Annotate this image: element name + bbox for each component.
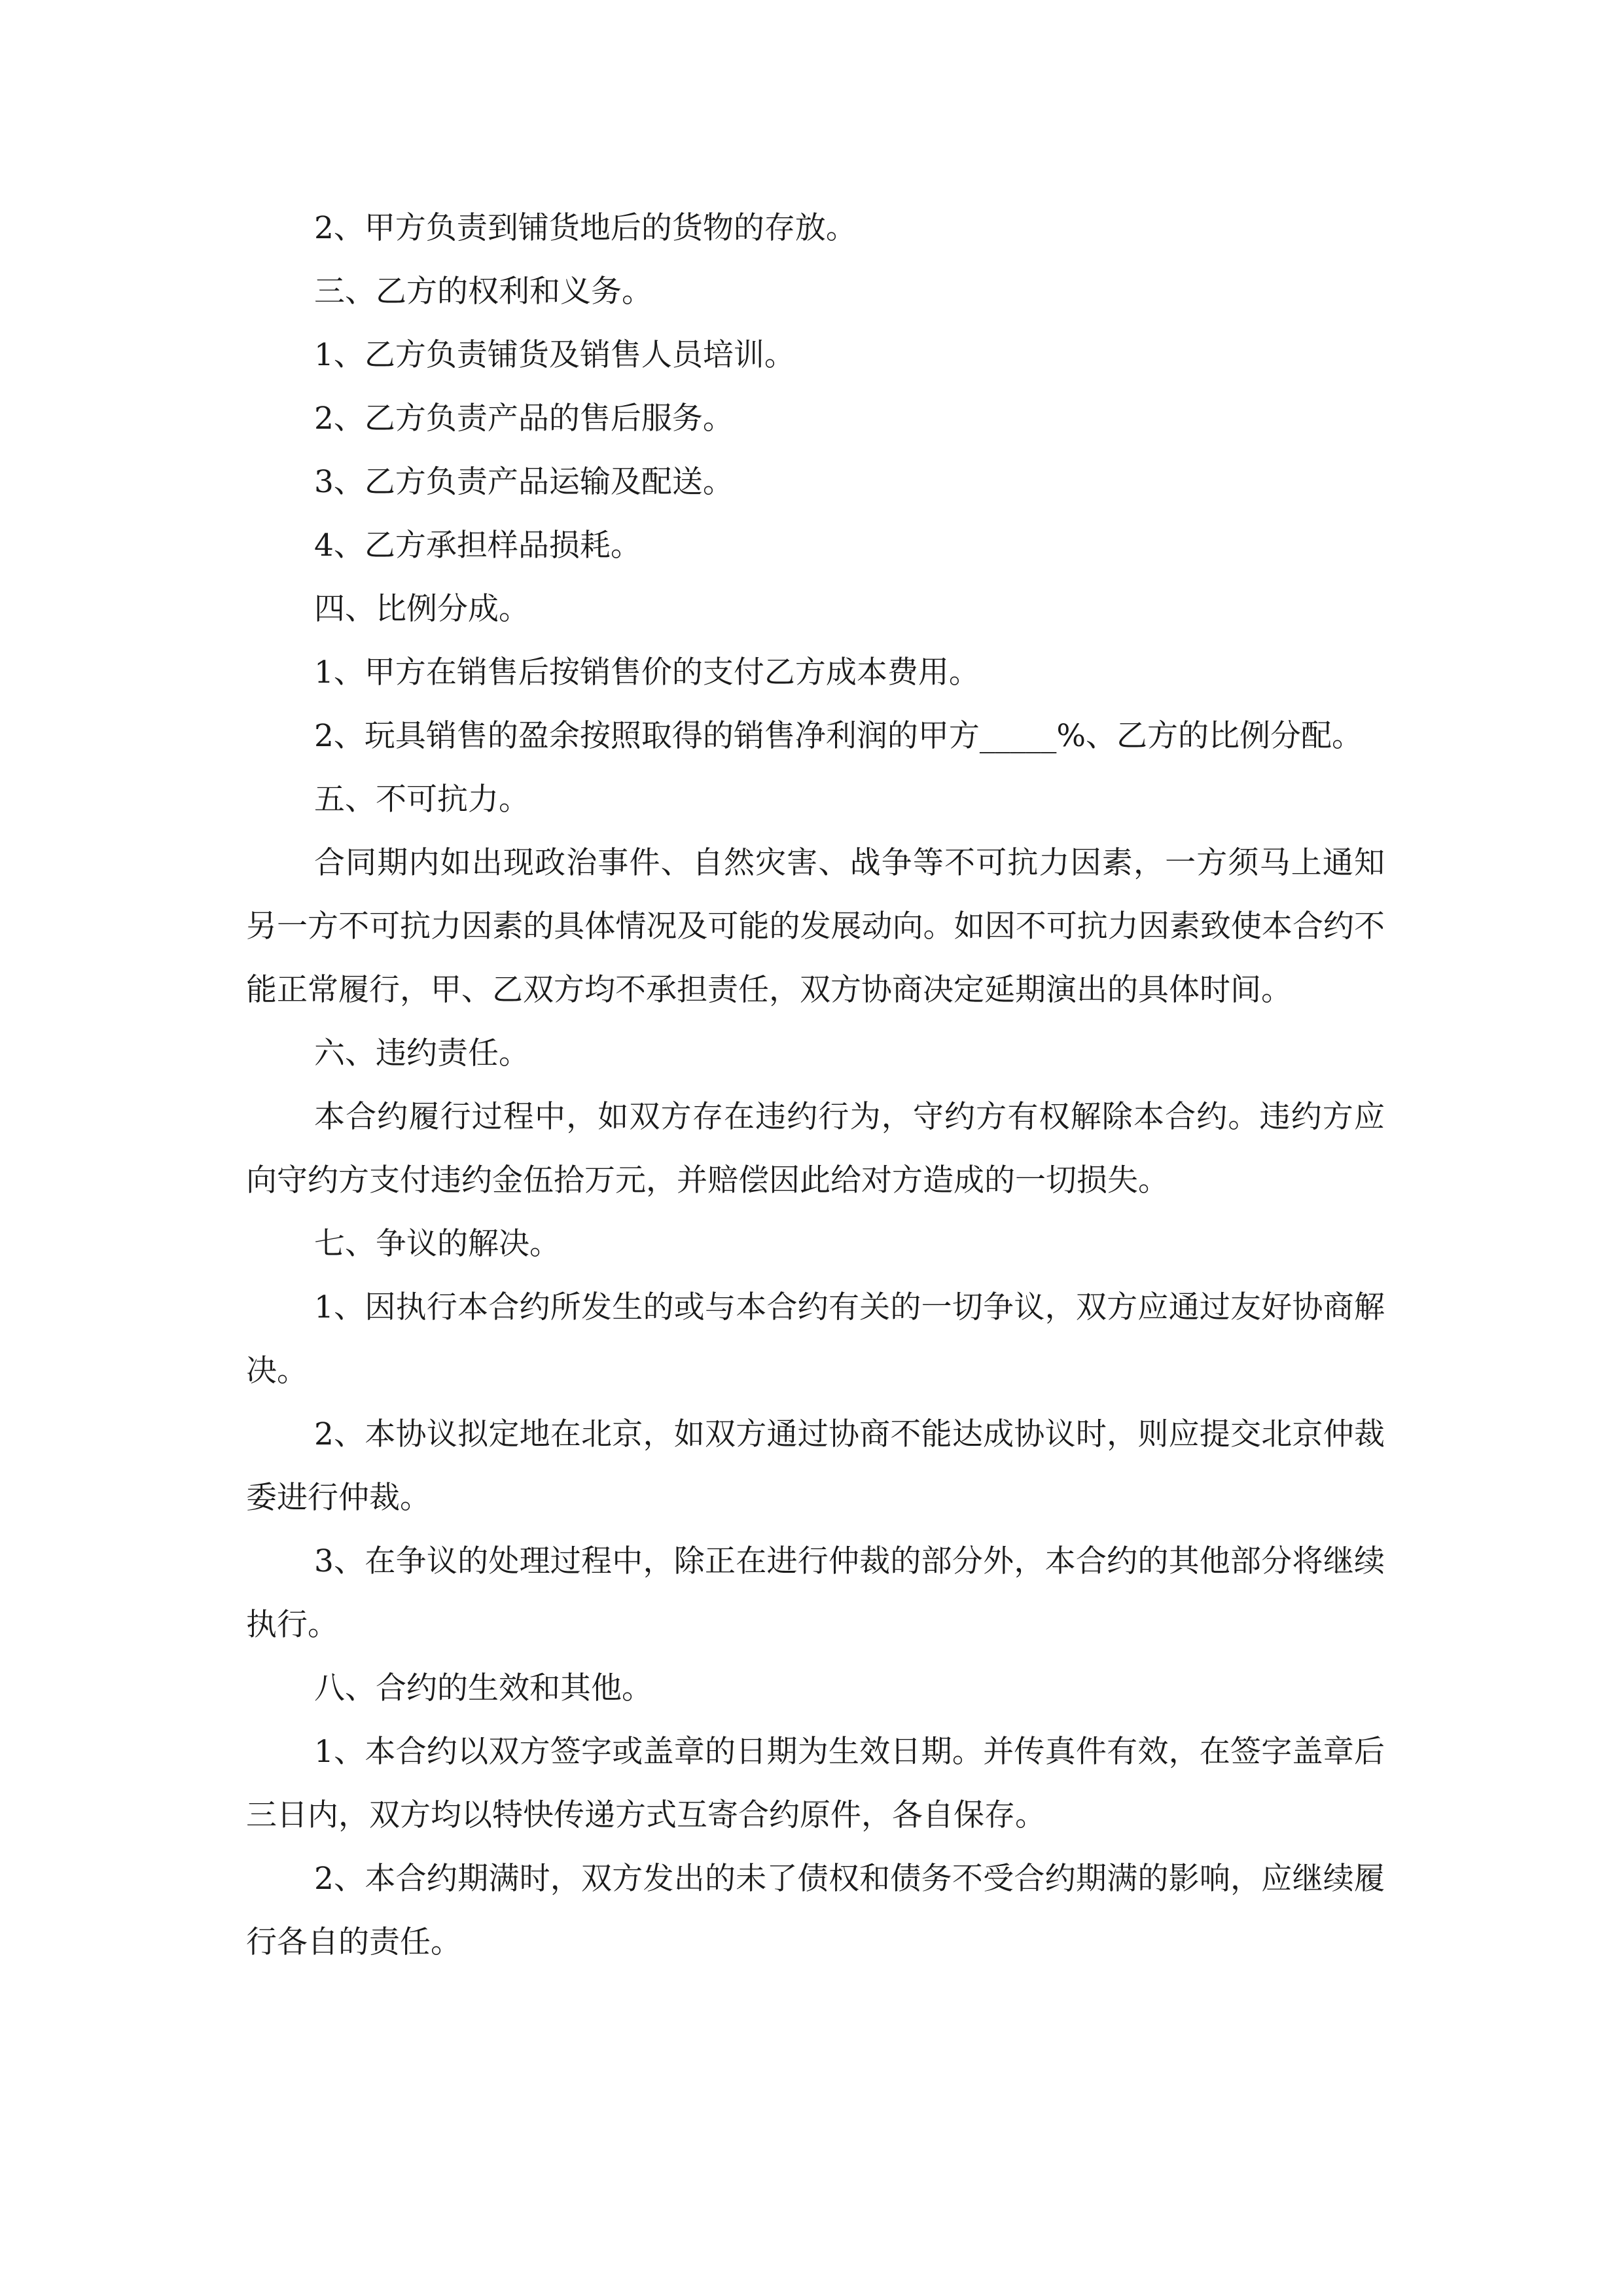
paragraph: 2、乙方负责产品的售后服务。: [314, 401, 734, 437]
paragraph: 2、玩具销售的盈余按照取得的销售净利润的甲方_____%、乙方的比例分配。: [314, 718, 1363, 754]
paragraph: 2、甲方负责到铺货地后的货物的存放。: [314, 210, 857, 246]
paragraph: 2、本合约期满时，双方发出的未了债权和债务不受合约期满的影响，应继续履行各自的责任。: [246, 1861, 1385, 1960]
section-heading: 五、不可抗力。: [314, 781, 529, 817]
section-heading: 三、乙方的权利和义务。: [314, 274, 652, 310]
section-heading: 四、比例分成。: [314, 591, 529, 627]
paragraph: 1、乙方负责铺货及销售人员培训。: [314, 337, 795, 373]
paragraph: 3、乙方负责产品运输及配送。: [314, 464, 734, 500]
paragraph: 3、在争议的处理过程中，除正在进行仲裁的部分外，本合约的其他部分将继续执行。: [246, 1543, 1385, 1643]
section-heading: 八、合约的生效和其他。: [314, 1670, 652, 1706]
paragraph: 本合约履行过程中，如双方存在违约行为，守约方有权解除本合约。违约方应向守约方支付违约金伍拾万元，并赔偿因此给对方造成的一切损失。: [246, 1099, 1385, 1198]
paragraph: 合同期内如出现政治事件、自然灾害、战争等不可抗力因素，一方须马上通知另一方不可抗力因素的具体情况及可能的发展动向。如因不可抗力因素致使本合约不能正常履行，甲、乙双方均不承担责任，双方协商决定延期演出的具体时间。: [246, 845, 1385, 1008]
paragraph: 2、本协议拟定地在北京，如双方通过协商不能达成协议时，则应提交北京仲裁委进行仲裁。: [246, 1416, 1385, 1516]
section-heading: 七、争议的解决。: [314, 1226, 560, 1262]
paragraph: 1、本合约以双方签字或盖章的日期为生效日期。并传真件有效，在签字盖章后三日内，双方均以特快传递方式互寄合约原件，各自保存。: [246, 1734, 1385, 1833]
paragraph: 4、乙方承担样品损耗。: [314, 528, 641, 564]
section-heading: 六、违约责任。: [314, 1035, 529, 1071]
paragraph: 1、甲方在销售后按销售价的支付乙方成本费用。: [314, 655, 980, 691]
document-body: [246, 196, 1385, 1974]
paragraph: 1、因执行本合约所发生的或与本合约有关的一切争议，双方应通过友好协商解决。: [246, 1289, 1385, 1389]
